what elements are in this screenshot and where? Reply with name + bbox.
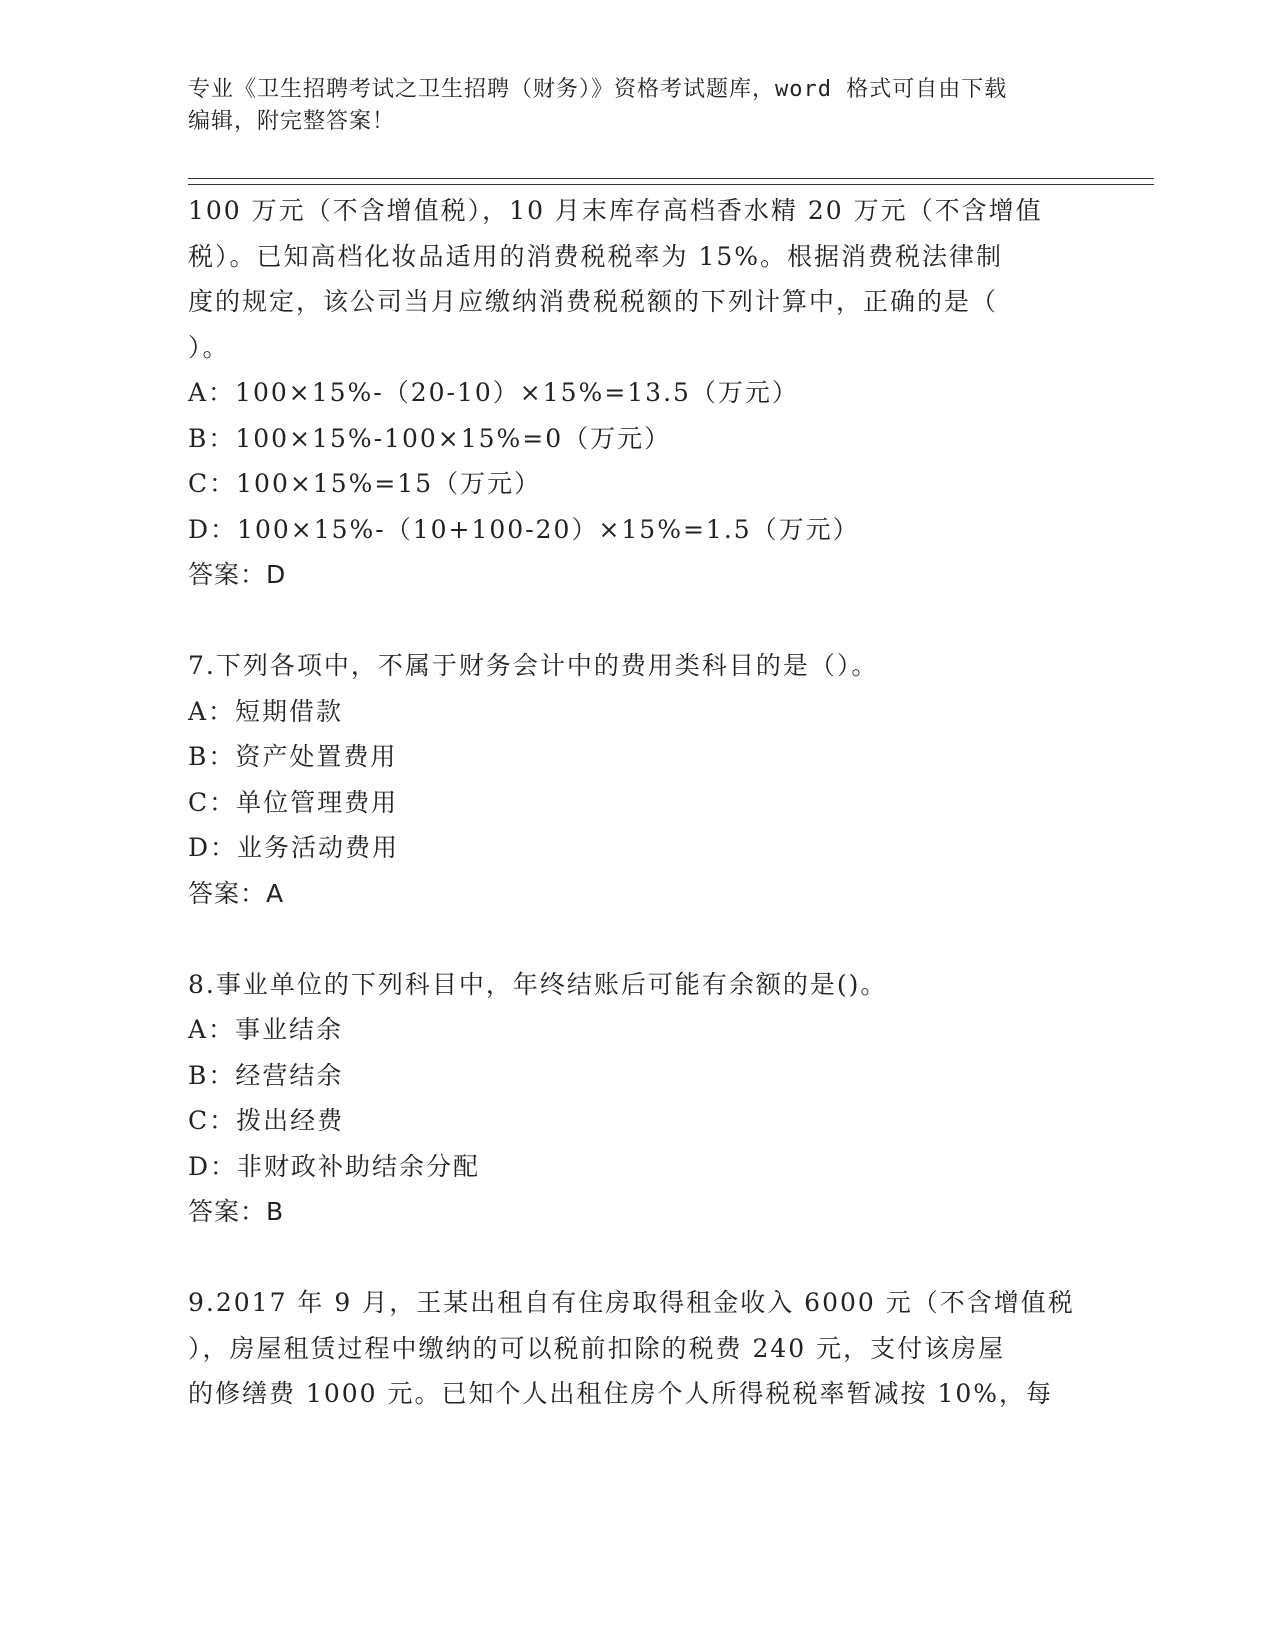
option-b: B：经营结余 xyxy=(188,1060,344,1090)
option-b: B：资产处置费用 xyxy=(188,742,398,771)
option-d: D：非财政补助结余分配 xyxy=(188,1151,481,1181)
option-d: D：100×15%-（10+100-20）×15%=1.5（万元） xyxy=(188,514,860,544)
question-6 xyxy=(188,188,1088,598)
question-text-line: 税）。已知高档化妆品适用的消费税税率为 15%。根据消费税法律制 xyxy=(188,241,1004,271)
answer: 答案：A xyxy=(188,878,285,908)
question-text: 8.事业单位的下列科目中，年终结账后可能有余额的是()。 xyxy=(188,969,888,999)
option-c: C：拨出经费 xyxy=(188,1106,345,1135)
spacer xyxy=(188,1235,1088,1281)
option-a: A：100×15%-（20-10）×15%=13.5（万元） xyxy=(188,378,799,407)
spacer xyxy=(188,916,1088,962)
option-a: A：事业结余 xyxy=(188,1015,344,1044)
page-header xyxy=(188,74,1088,138)
question-text: 7.下列各项中，不属于财务会计中的费用类科目的是（）。 xyxy=(188,651,879,680)
option-d: D：业务活动费用 xyxy=(188,833,400,862)
question-7 xyxy=(188,643,1088,916)
question-text-line: 的修缮费 1000 元。已知个人出租住房个人所得税税率暂减按 10%，每 xyxy=(188,1379,1054,1408)
question-8 xyxy=(188,962,1088,1235)
header-divider xyxy=(188,178,1154,185)
header-line-1: 专业《卫生招聘考试之卫生招聘（财务）》资格考试题库，word 格式可自由下载 xyxy=(188,77,1008,102)
document-body xyxy=(188,188,1088,1417)
spacer xyxy=(188,598,1088,644)
answer: 答案：B xyxy=(188,1197,285,1226)
question-text-line: 9.2017 年 9 月，王某出租自有住房取得租金收入 6000 元（不含增值税 xyxy=(188,1288,1075,1317)
question-9 xyxy=(188,1280,1088,1417)
header-line-2: 编辑，附完整答案！ xyxy=(188,109,396,134)
question-text-line: 100 万元（不含增值税），10 月末库存高档香水精 20 万元（不含增值 xyxy=(188,196,1043,225)
answer: 答案：D xyxy=(188,560,287,589)
question-text-line: ）。 xyxy=(188,332,230,362)
option-a: A：短期借款 xyxy=(188,696,344,726)
option-c: C：单位管理费用 xyxy=(188,787,399,817)
option-b: B：100×15%-100×15%=0（万元） xyxy=(188,423,672,453)
question-text-line: ），房屋租赁过程中缴纳的可以税前扣除的税费 240 元，支付该房屋 xyxy=(188,1333,1006,1363)
option-c: C：100×15%=15（万元） xyxy=(188,469,542,498)
question-text-line: 度的规定，该公司当月应缴纳消费税税额的下列计算中，正确的是（ xyxy=(188,287,999,316)
